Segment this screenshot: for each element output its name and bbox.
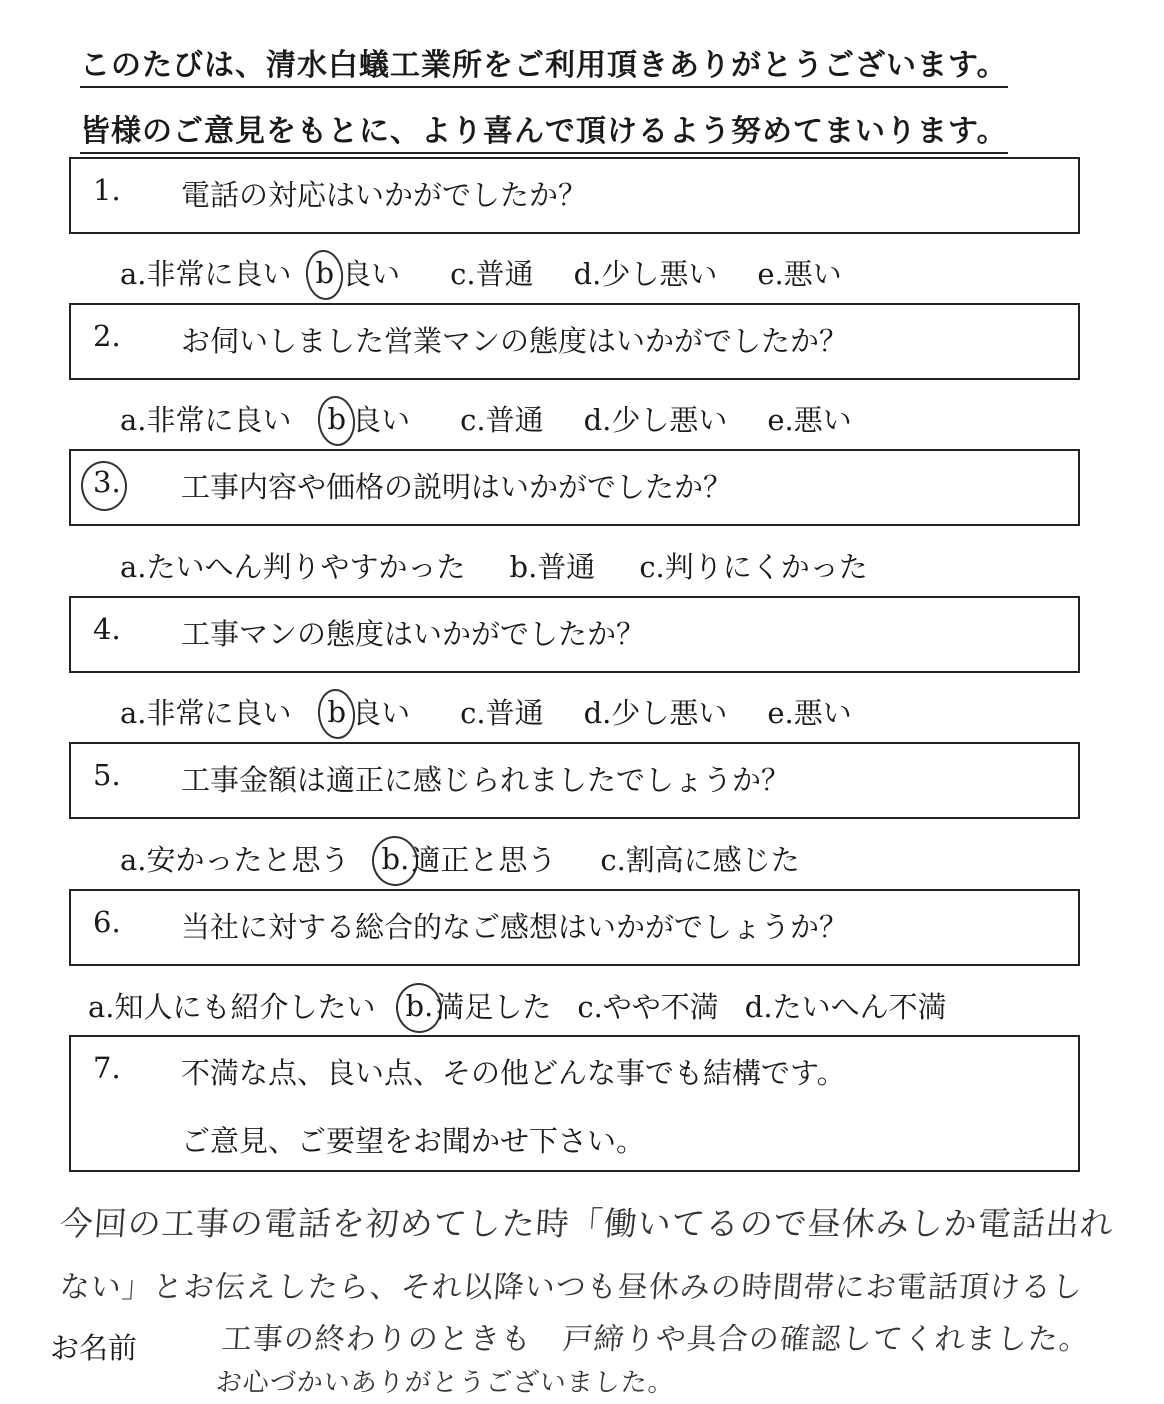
name-label: お名前 xyxy=(50,1331,138,1365)
comment-line-1: 今回の工事の電話を初めてした時「働いてるので昼休みしか電話出れ xyxy=(58,1204,1116,1243)
option-b-selected[interactable]: b xyxy=(327,694,347,729)
option-a[interactable]: a.たいへん判りやすかった xyxy=(120,550,466,584)
option-d[interactable]: d.少し悪い xyxy=(573,257,718,291)
option-b-selected[interactable]: b xyxy=(327,401,347,436)
comment-line-4: お心づかいありがとうございました。 xyxy=(214,1368,676,1398)
option-e[interactable]: e.悪い xyxy=(767,696,852,730)
option-a[interactable]: a.非常に良い xyxy=(120,403,292,437)
question-text: 工事マンの態度はいかがでしたか？ xyxy=(181,617,646,651)
answers-3 xyxy=(120,545,868,586)
question-box-5 xyxy=(69,742,1080,819)
question-number-circled: 3. xyxy=(93,465,121,499)
header-line-1: このたびは、清水白蟻工業所をご利用頂きありがとうございます。 xyxy=(80,40,1008,88)
question-box-3 xyxy=(69,449,1080,526)
answers-4 xyxy=(120,691,852,732)
option-c[interactable]: c.判りにくかった xyxy=(639,550,868,584)
answers-5 xyxy=(120,838,800,879)
option-a[interactable]: a.非常に良い xyxy=(120,696,292,730)
question-number: 6. xyxy=(93,905,121,939)
option-c[interactable]: c.普通 xyxy=(460,403,544,437)
option-c[interactable]: c.普通 xyxy=(460,696,544,730)
option-a[interactable]: a.非常に良い xyxy=(120,257,292,291)
option-b-label: 良い xyxy=(352,696,411,730)
option-c[interactable]: c.割高に感じた xyxy=(600,843,800,877)
option-e[interactable]: e.悪い xyxy=(757,257,842,291)
question-box-4 xyxy=(69,596,1080,673)
question-text: 電話の対応はいかがでしたか？ xyxy=(181,178,588,212)
option-b-label: 良い xyxy=(342,257,401,291)
question-text: 不満な点、良い点、その他どんな事でも結構です。 xyxy=(181,1056,846,1090)
option-b-selected[interactable]: b xyxy=(315,255,335,290)
option-b-label: 満足した xyxy=(435,990,552,1024)
option-d[interactable]: d.少し悪い xyxy=(583,403,728,437)
option-b[interactable]: b.普通 xyxy=(509,550,596,584)
question-text-2: ご意見、ご要望をお聞かせ下さい。 xyxy=(181,1124,646,1158)
question-text: 工事金額は適正に感じられましたでしょうか？ xyxy=(181,763,791,797)
comment-line-3: 工事の終わりのときも 戸締りや具合の確認してくれました。 xyxy=(220,1322,1091,1357)
option-b-selected[interactable]: b. xyxy=(381,841,410,876)
question-text: お伺いしました営業マンの態度はいかがでしたか？ xyxy=(181,324,849,358)
question-box-6 xyxy=(69,889,1080,966)
answers-2 xyxy=(120,398,852,439)
question-number: 2. xyxy=(93,319,121,353)
question-number: 1. xyxy=(93,173,121,207)
answers-1 xyxy=(120,252,842,293)
question-box-2 xyxy=(69,303,1080,380)
question-box-7 xyxy=(69,1035,1080,1172)
option-b-label: 適正と思う xyxy=(411,843,557,877)
option-d[interactable]: d.少し悪い xyxy=(583,696,728,730)
question-number: 4. xyxy=(93,612,121,646)
option-a[interactable]: a.安かったと思う xyxy=(120,843,350,877)
question-number: 7. xyxy=(93,1051,121,1085)
option-a[interactable]: a.知人にも紹介したい xyxy=(88,990,376,1024)
header-line-2: 皆様のご意見をもとに、より喜んで頂けるよう努めてまいります。 xyxy=(80,106,1008,154)
question-number: 5. xyxy=(93,758,121,792)
question-text: 当社に対する総合的なご感想はいかがでしょうか？ xyxy=(181,910,849,944)
option-b-label: 良い xyxy=(352,403,411,437)
question-text: 工事内容や価格の説明はいかがでしたか？ xyxy=(181,470,733,504)
question-box-1 xyxy=(69,157,1080,234)
option-e[interactable]: e.悪い xyxy=(767,403,852,437)
comment-line-2: ない」とお伝えしたら、それ以降いつも昼休みの時間帯にお電話頂けるし xyxy=(58,1270,1084,1305)
option-c[interactable]: c.やや不満 xyxy=(577,990,719,1024)
option-d[interactable]: d.たいへん不満 xyxy=(744,990,947,1024)
answers-6 xyxy=(88,985,947,1026)
option-b-selected[interactable]: b. xyxy=(405,988,434,1023)
option-c[interactable]: c.普通 xyxy=(450,257,534,291)
